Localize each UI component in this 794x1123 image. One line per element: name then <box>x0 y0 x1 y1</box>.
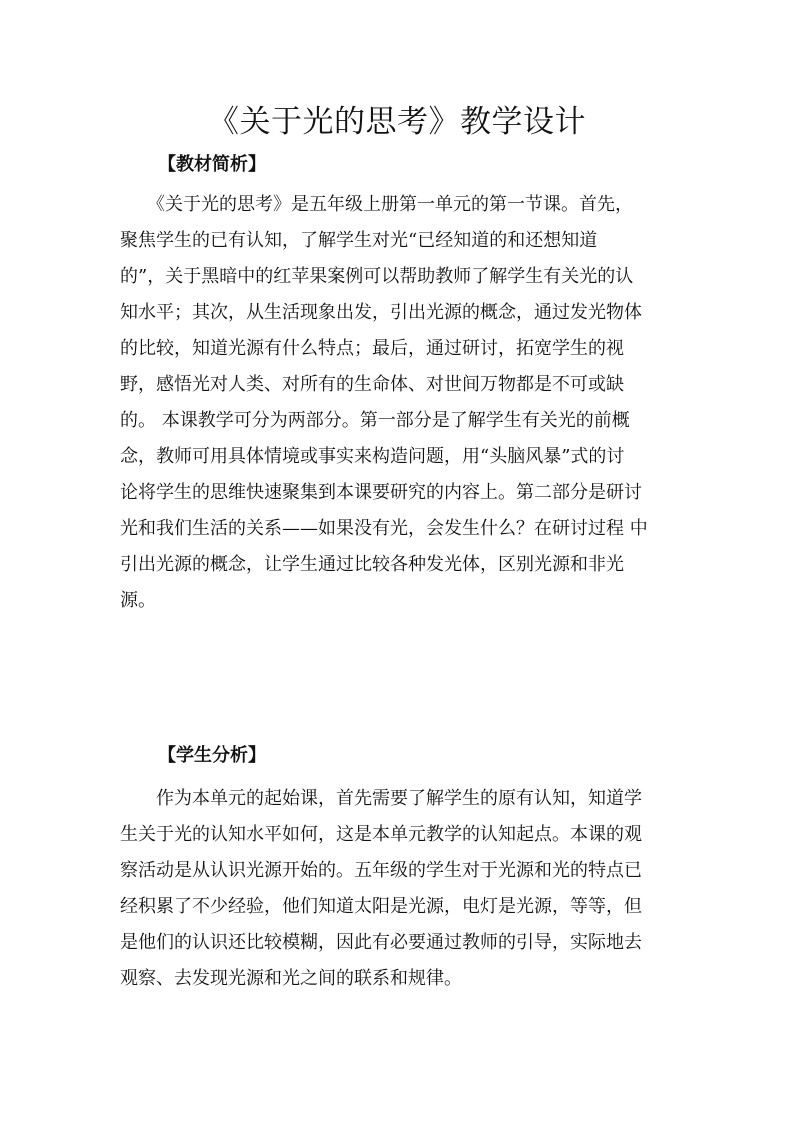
text-line: 知水平；其次，从生活现象出发，引出光源的概念，通过发光物体 <box>120 302 642 323</box>
text-line: 《关于光的思考》是五年级上册第一单元的第一节课。首先， <box>120 194 633 215</box>
text-line: 作为本单元的起始课，首先需要了解学生的原有认知，知道学 <box>120 788 642 809</box>
text-line: 的。 本课教学可分为两部分。第一部分是了解学生有关光的前概 <box>120 410 630 431</box>
section-heading-student-analysis: 【学生分析】 <box>158 745 266 766</box>
text-line: 察活动是从认识光源开始的。五年级的学生对于光源和光的特点已 <box>120 860 642 881</box>
text-line: 念，教师可用具体情境或事实来构造问题，用“头脑风暴”式的讨 <box>120 446 625 467</box>
text-line: 光和我们生活的关系——如果没有光，会发生什么？在研讨过程 中 <box>120 518 648 539</box>
section-heading-textbook-analysis: 【教材简析】 <box>158 154 266 175</box>
text-line: 聚焦学生的已有认知，了解学生对光“已经知道的和还想知道 <box>120 230 598 251</box>
text-line: 的比较，知道光源有什么特点；最后，通过研讨，拓宽学生的视 <box>120 338 624 359</box>
text-line: 经积累了不少经验，他们知道太阳是光源，电灯是光源，等等，但 <box>120 896 642 917</box>
text-line: 野，感悟光对人类、对所有的生命体、对世间万物都是不可或缺 <box>120 374 624 395</box>
text-line: 生关于光的认知水平如何，这是本单元教学的认知起点。本课的观 <box>120 824 642 845</box>
text-line: 的”，关于黑暗中的红苹果案例可以帮助教师了解学生有关光的认 <box>120 266 634 287</box>
text-line: 论将学生的思维快速聚集到本课要研究的内容上。第二部分是研讨 <box>120 482 642 503</box>
document-title: 《关于光的思考》教学设计 <box>208 104 586 140</box>
text-line: 引出光源的概念，让学生通过比较各种发光体，区别光源和非光 <box>120 554 624 575</box>
section-body-student-analysis <box>120 781 680 997</box>
text-line: 源。 <box>120 590 156 611</box>
section-body-textbook-analysis <box>120 187 680 619</box>
text-line: 是他们的认识还比较模糊，因此有必要通过教师的引导，实际地去 <box>120 932 642 953</box>
text-line: 观察、去发现光源和光之间的联系和规律。 <box>120 968 462 989</box>
